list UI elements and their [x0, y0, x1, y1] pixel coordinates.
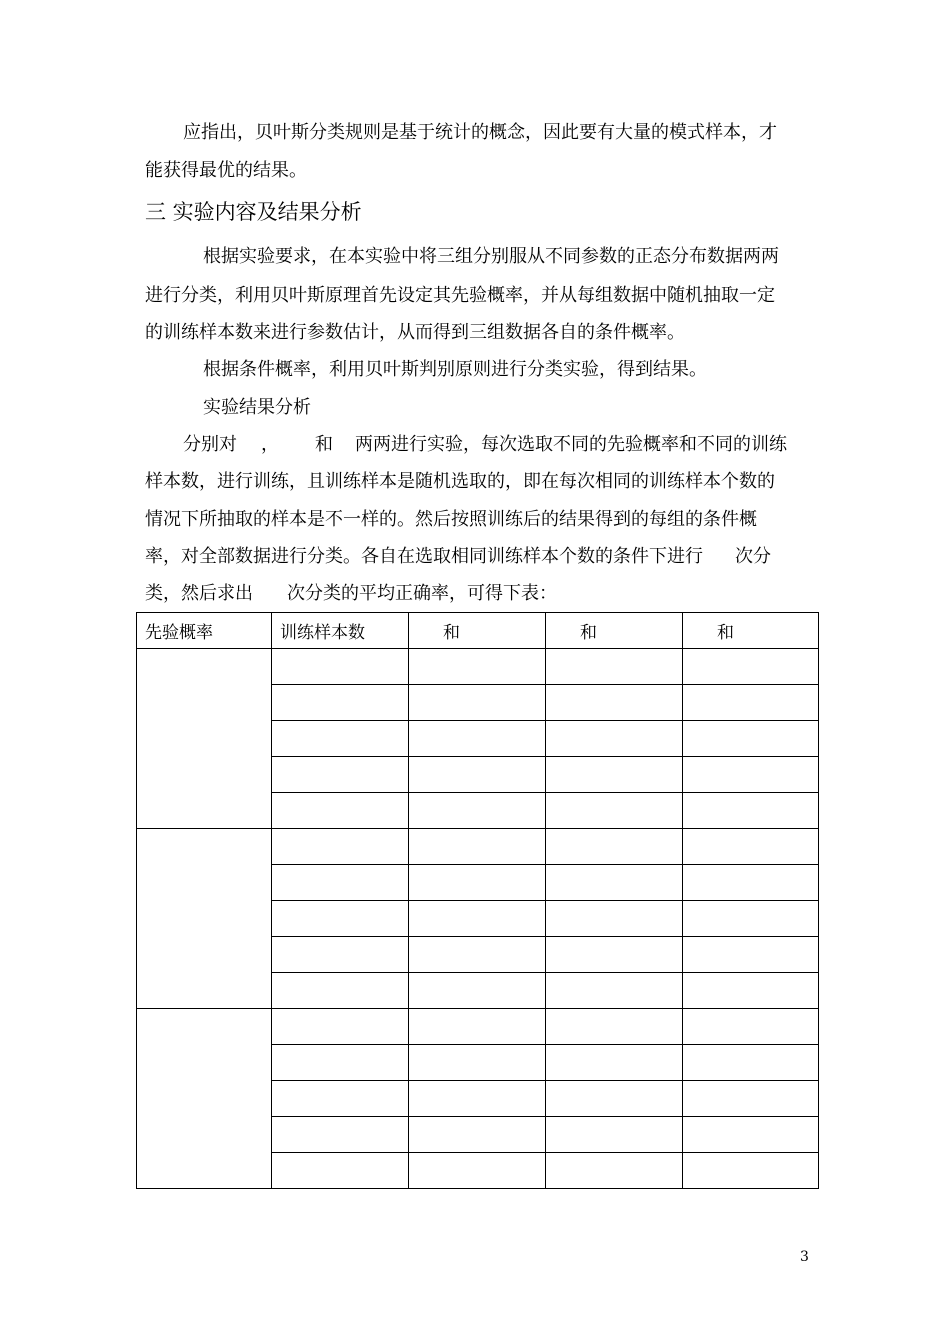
- section-heading: 三 实验内容及结果分析: [145, 200, 362, 224]
- header-pair-1: 和: [409, 613, 546, 649]
- paragraph-2-line-1: 根据实验要求，在本实验中将三组分别服从不同参数的正态分布数据两两: [203, 246, 779, 267]
- table-cell: [409, 1153, 546, 1189]
- table-header-row: [137, 613, 819, 649]
- paragraph-3: 根据条件概率，利用贝叶斯判别原则进行分类实验，得到结果。: [203, 359, 707, 380]
- table-cell: [409, 1117, 546, 1153]
- table-cell: [409, 721, 546, 757]
- paragraph-4-text-d: 两两进行实验，每次选取不同的先验概率和不同的训练: [355, 434, 787, 455]
- table-cell: [409, 1081, 546, 1117]
- table-cell: [546, 757, 683, 793]
- header-prior-probability: 先验概率: [137, 613, 272, 649]
- table-cell: [409, 793, 546, 829]
- paragraph-4-line-4-text-b: 次分: [735, 546, 771, 567]
- table-cell: [683, 1081, 819, 1117]
- paragraph-4-line-2: 样本数，进行训练，且训练样本是随机选取的，即在每次相同的训练样本个数的: [145, 471, 775, 492]
- table-cell: [546, 1009, 683, 1045]
- table-cell: [272, 973, 409, 1009]
- table-cell: [546, 1153, 683, 1189]
- paragraph-4-line-5: [145, 582, 557, 606]
- table-cell: [272, 1081, 409, 1117]
- table-cell: [409, 973, 546, 1009]
- table-cell: [546, 793, 683, 829]
- paragraph-2-line-2: 进行分类，利用贝叶斯原理首先设定其先验概率，并从每组数据中随机抽取一定: [145, 285, 775, 306]
- paragraph-4-line-5-text-b: 次分类的平均正确率，可得下表：: [287, 583, 557, 604]
- table-cell: [409, 1009, 546, 1045]
- table-cell: [409, 757, 546, 793]
- table-cell: [272, 1009, 409, 1045]
- table-cell: [272, 757, 409, 793]
- table-cell: [409, 937, 546, 973]
- table-cell: [683, 1153, 819, 1189]
- table-row: [137, 1009, 819, 1045]
- table-row: [137, 649, 819, 685]
- table-cell: [272, 1117, 409, 1153]
- table-cell: [683, 721, 819, 757]
- table-cell: [683, 973, 819, 1009]
- table-cell: [272, 685, 409, 721]
- table-cell: [683, 1117, 819, 1153]
- table-cell: [272, 937, 409, 973]
- paragraph-4-line-3: 情况下所抽取的样本是不一样的。然后按照训练后的结果得到的每组的条件概: [145, 509, 757, 530]
- table-cell: [683, 1009, 819, 1045]
- header-pair-3: 和: [683, 613, 819, 649]
- table-cell: [546, 1117, 683, 1153]
- table-cell: [546, 649, 683, 685]
- table-cell: [546, 973, 683, 1009]
- results-table: [136, 612, 819, 1189]
- results-analysis-subheading: 实验结果分析: [203, 397, 311, 418]
- table-cell: [546, 1045, 683, 1081]
- paragraph-4-line-5-text-a: 类，然后求出: [145, 583, 253, 604]
- table-cell: [546, 721, 683, 757]
- table-cell: [546, 1081, 683, 1117]
- prior-cell-group-2: [137, 829, 272, 1009]
- paragraph-1-line-2: 能获得最优的结果。: [145, 160, 307, 181]
- paragraph-1-line-1: 应指出，贝叶斯分类规则是基于统计的概念，因此要有大量的模式样本，才: [183, 122, 777, 143]
- prior-cell-group-3: [137, 1009, 272, 1189]
- table-cell: [409, 901, 546, 937]
- table-cell: [272, 865, 409, 901]
- table-cell: [409, 865, 546, 901]
- paragraph-4-line-1: [183, 433, 787, 457]
- table-cell: [409, 829, 546, 865]
- page-number: 3: [800, 1249, 809, 1265]
- table-cell: [683, 757, 819, 793]
- paragraph-4-text-a: 分别对: [183, 434, 237, 455]
- table-cell: [683, 685, 819, 721]
- table-cell: [272, 1045, 409, 1081]
- table-cell: [683, 793, 819, 829]
- table-cell: [546, 829, 683, 865]
- table-cell: [272, 649, 409, 685]
- table-cell: [683, 829, 819, 865]
- table-cell: [546, 937, 683, 973]
- paragraph-4-line-4-text-a: 率，对全部数据进行分类。各自在选取相同训练样本个数的条件下进行: [145, 546, 703, 567]
- paragraph-4-line-4: [145, 545, 771, 569]
- header-pair-2: 和: [546, 613, 683, 649]
- table-cell: [272, 721, 409, 757]
- table-cell: [409, 649, 546, 685]
- table-row: [137, 829, 819, 865]
- table-cell: [272, 901, 409, 937]
- table-cell: [683, 865, 819, 901]
- table-cell: [683, 1045, 819, 1081]
- table-cell: [546, 685, 683, 721]
- prior-cell-group-1: [137, 649, 272, 829]
- paragraph-4-text-c: 和: [315, 434, 333, 455]
- table-cell: [272, 793, 409, 829]
- table-cell: [683, 649, 819, 685]
- table-cell: [546, 901, 683, 937]
- paragraph-4-text-b: ，: [261, 434, 279, 455]
- table-cell: [409, 1045, 546, 1081]
- table-cell: [683, 937, 819, 973]
- table-cell: [272, 829, 409, 865]
- table-cell: [272, 1153, 409, 1189]
- header-training-sample-count: 训练样本数: [272, 613, 409, 649]
- table-cell: [546, 865, 683, 901]
- table-cell: [683, 901, 819, 937]
- table-cell: [409, 685, 546, 721]
- paragraph-2-line-3: 的训练样本数来进行参数估计，从而得到三组数据各自的条件概率。: [145, 322, 685, 343]
